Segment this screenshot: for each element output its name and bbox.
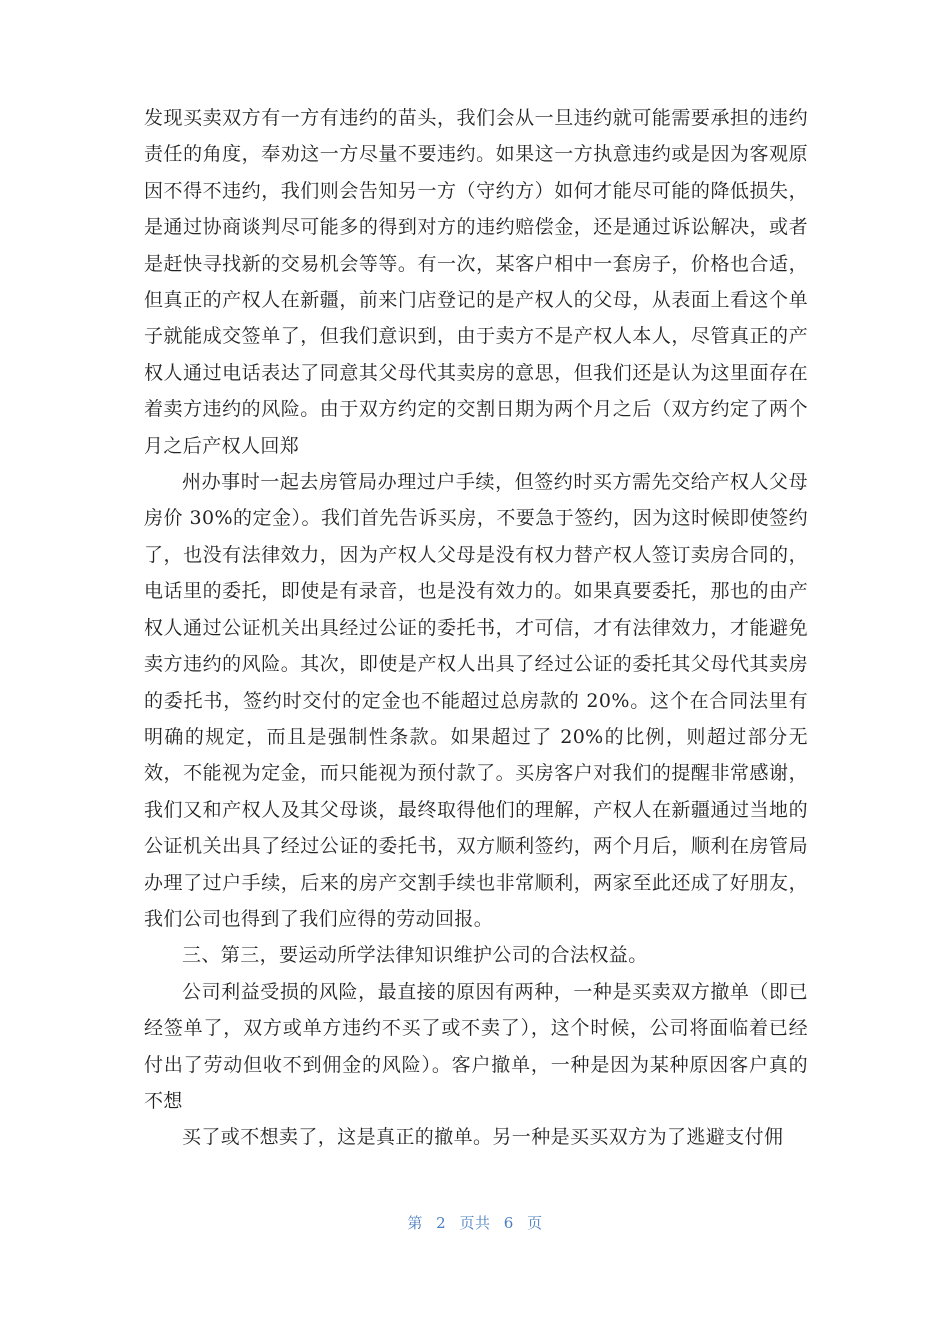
document-body: [144, 100, 808, 1156]
paragraph: 州办事时一起去房管局办理过户手续，但签约时买方需先交给产权人父母房价 30%的定金）。我们首先告诉买房，不要急于签约，因为这时候即使签约了，也没有法律效力，因为产权人父母是没有权力替产权人签订卖房合同的，电话里的委托，即使是有录音，也是没有效力的。如果真要委托，那也的由产权人通过公证机关出具经过公证的委托书，才可信，才有法律效力，才能避免卖方违约的风险。其次，即使是产权人出具了经过公证的委托其父母代其卖房的委托书，签约时交付的定金也不能超过总房款的 20%。这个在合同法里有明确的规定，而且是强制性条款。如果超过了 20%的比例，则超过部分无效，不能视为定金，而只能视为预付款了。买房客户对我们的提醒非常感谢，我们又和产权人及其父母谈，最终取得他们的理解，产权人在新疆通过当地的公证机关出具了经过公证的委托书，双方顺利签约，两个月后，顺利在房管局办理了过户手续，后来的房产交割手续也非常顺利，两家至此还成了好朋友，我们公司也得到了我们应得的劳动回报。: [144, 471, 808, 930]
paragraph: 买了或不想卖了，这是真正的撤单。另一种是买买双方为了逃避支付佣: [182, 1126, 784, 1149]
paragraph: 发现买卖双方有一方有违约的苗头，我们会从一旦违约就可能需要承担的违约责任的角度，奉劝这一方尽量不要违约。如果这一方执意违约或是因为客观原因不得不违约，我们则会告知另一方（守约方）如何才能尽可能的降低损失，是通过协商谈判尽可能多的得到对方的违约赔偿金，还是通过诉讼解决，或者是赶快寻找新的交易机会等等。有一次，某客户相中一套房子，价格也合适，但真正的产权人在新疆，前来门店登记的是产权人的父母，从表面上看这个单子就能成交签单了，但我们意识到，由于卖方不是产权人本人，尽管真正的产权人通过电话表达了同意其父母代其卖房的意思，但我们还是认为这里面存在着卖方违约的风险。由于双方约定的交割日期为两个月之后（双方约定了两个月之后产权人回郑: [144, 107, 808, 457]
paragraph: 公司利益受损的风险，最直接的原因有两种，一种是买卖双方撤单（即已经签单了，双方或单方违约不买了或不卖了），这个时候，公司将面临着已经付出了劳动但收不到佣金的风险）。客户撤单，一种是因为某种原因客户真的不想: [144, 980, 808, 1112]
section-heading: 三、第三，要运动所学法律知识维护公司的合法权益。: [182, 944, 648, 967]
page-number-footer: 第 2 页共 6 页: [407, 1214, 543, 1232]
